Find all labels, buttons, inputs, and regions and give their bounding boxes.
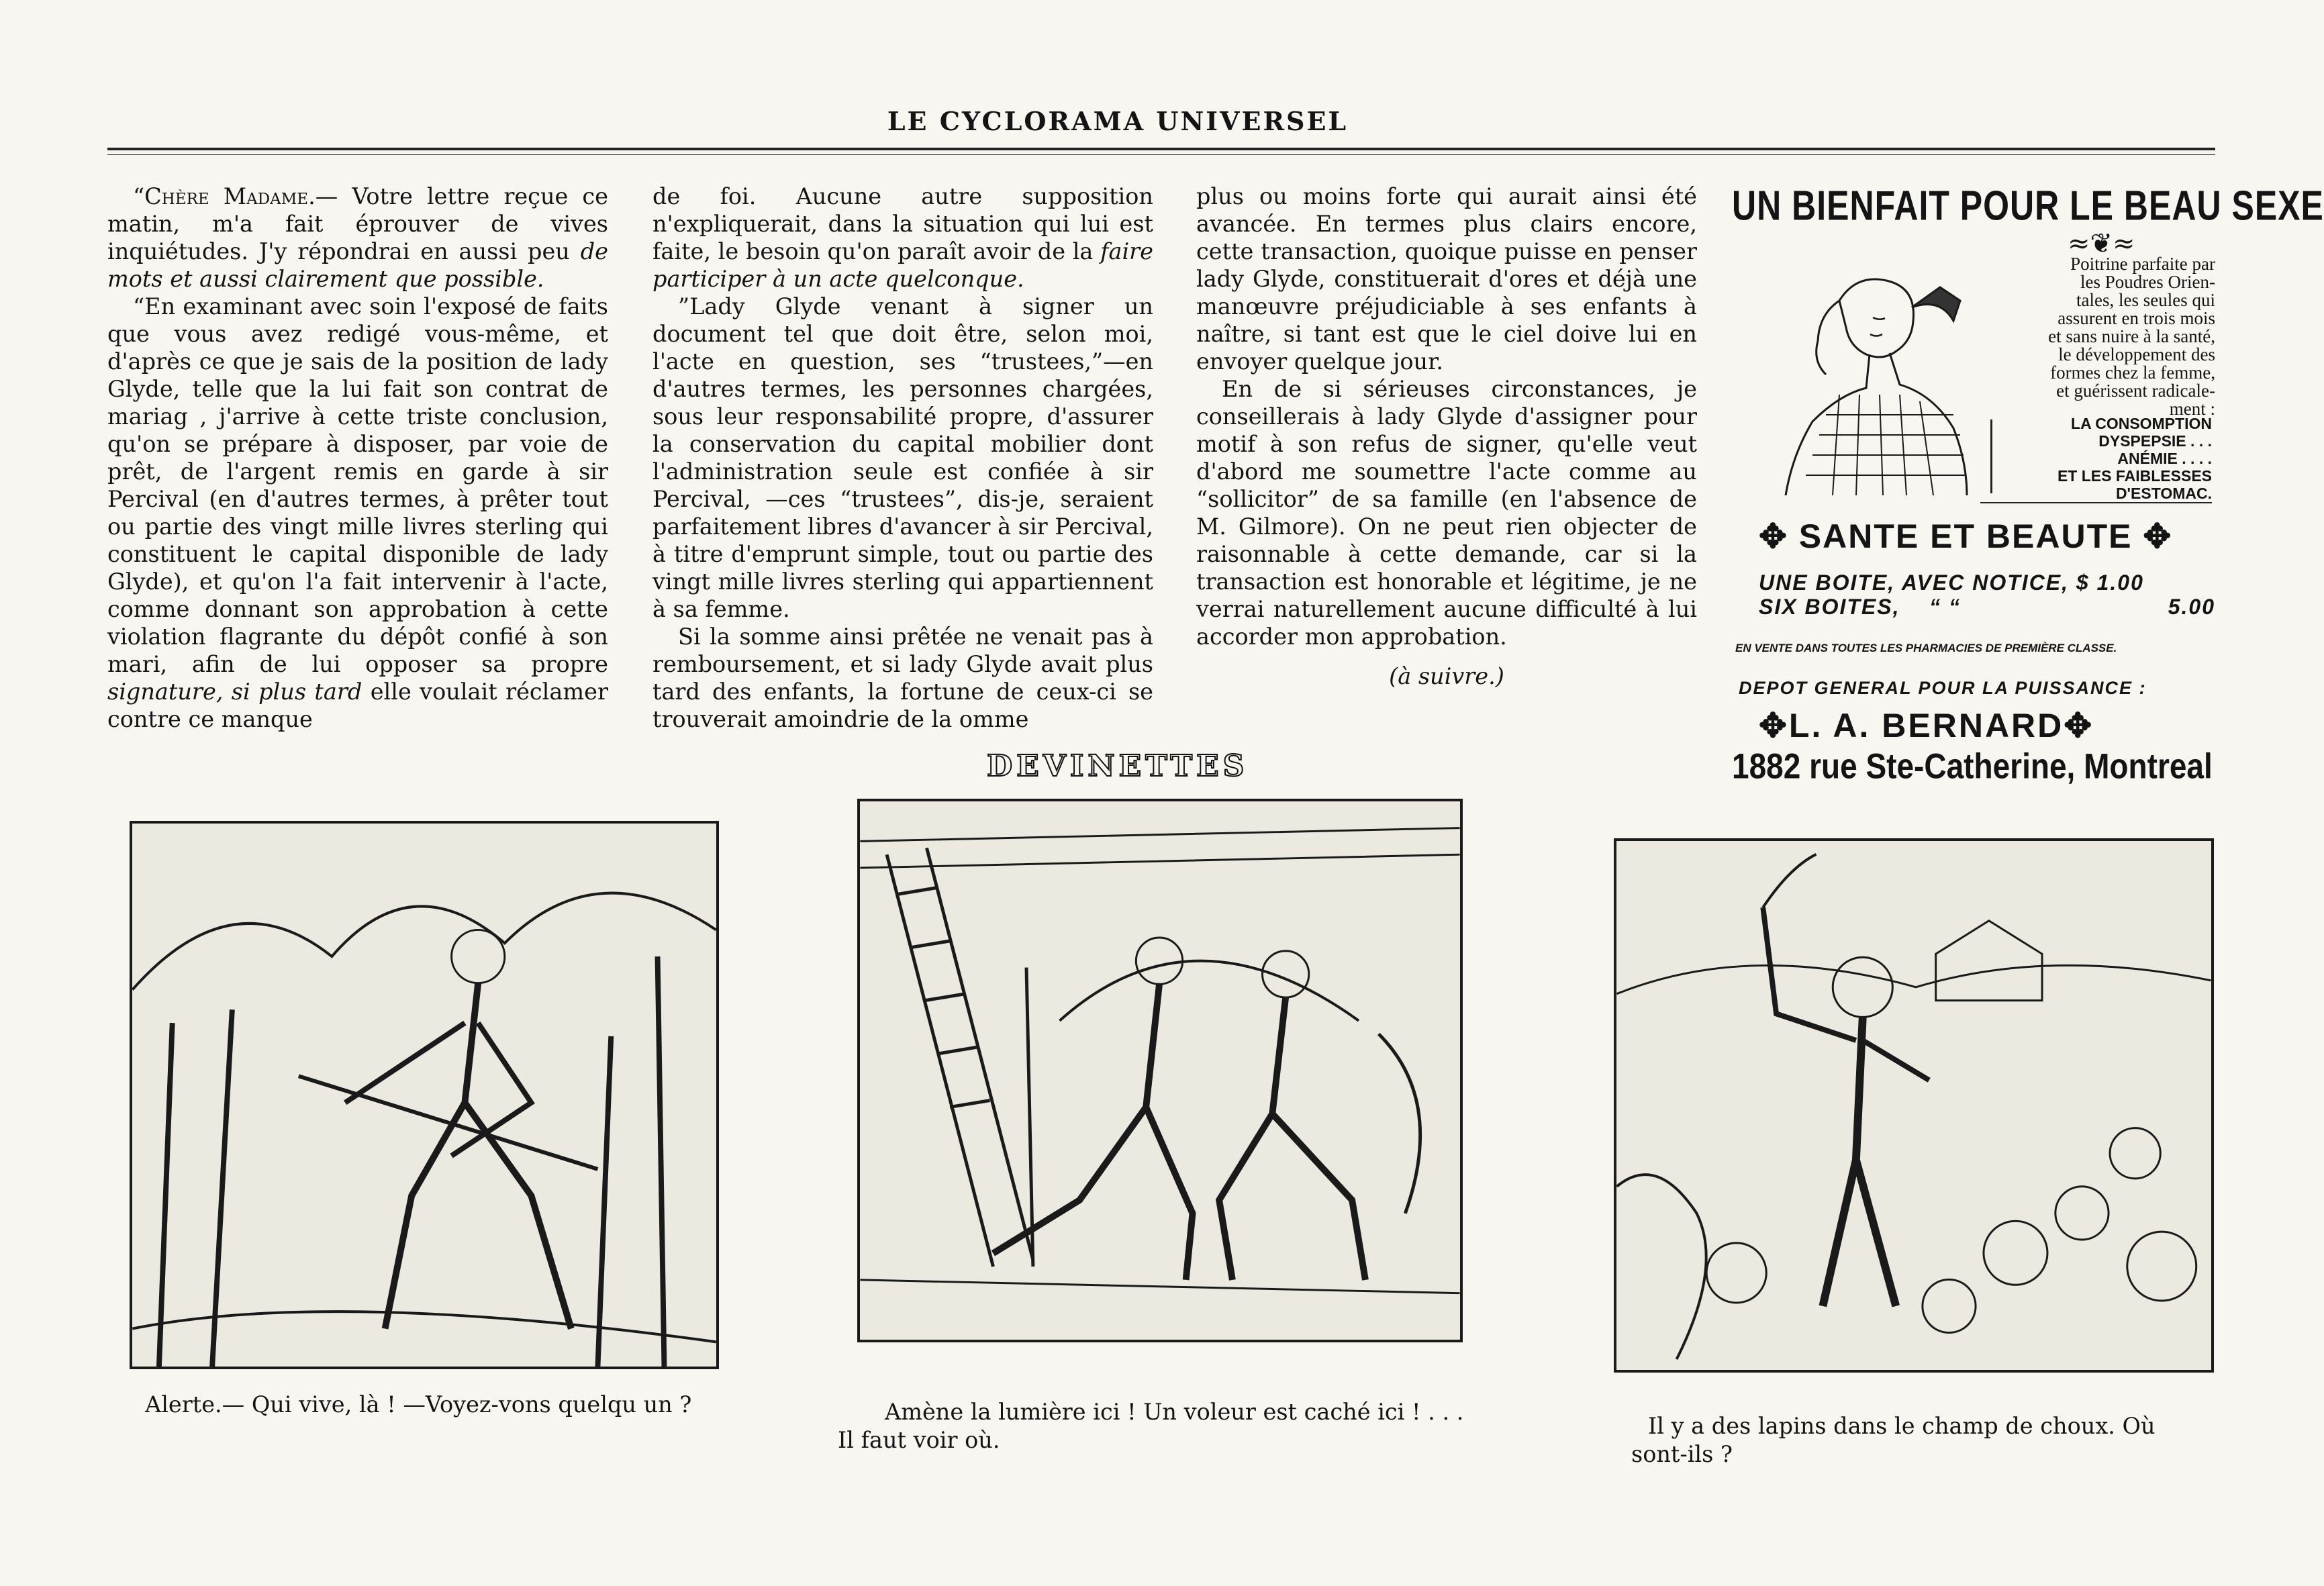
header-rule (107, 148, 2215, 150)
article-column-1 (107, 183, 608, 733)
puzzle-caption-1: Alerte.— Qui vive, là ! —Voyez-vons quelqu un ? (145, 1391, 692, 1418)
paragraph: “En examinant avec soin l'exposé de faits que vous avez redigé vous-même, et d'après ce que je sais de la position de lady Glyde, telle que la lui fait son contrat de mariag , j'arrive à cette triste conclusion, qu'on se prépare à disposer, par voie de prêt, de l'argent remis en garde à sir Percival (en d'autres termes, à prêter tout ou partie des vingt mille livres sterling qui constituent le capital disponible de lady Glyde), et qu'on l'a fait intervenir à l'acte, comme donnant son approbation à cette violation flagrante du dépôt confié à son mari, afin de lui opposer sa propre signature, si plus tard elle voulait réclamer contre ce manque (107, 293, 608, 732)
depot-label: DEPOT GENERAL POUR LA PUISSANCE : (1739, 678, 2147, 698)
puzzle-illustration-1 (130, 821, 719, 1369)
sale-note: EN VENTE DANS TOUTES LES PHARMACIES DE PREMIÈRE CLASSE. (1735, 642, 2117, 654)
ad-description: Poitrine parfaite par les Poudres Orien- tales, les seules qui assurent en trois mois et sans nuire à la santé, le développement des formes chez la femme, et guérissent radicale- ment : (2048, 254, 2215, 419)
salutation: Chère Madame. (144, 183, 316, 209)
puzzle-illustration-2 (857, 799, 1463, 1342)
divider (1980, 502, 2212, 503)
ad-title: UN BIENFAIT POUR LE BEAU SEXE (1732, 182, 2324, 230)
paragraph: ”Lady Glyde venant à signer un document tel que doit être, selon moi, l'acte en question, ses “trustees,”—en d'autres termes, les personnes chargées, sous leur responsabilité propre, d'assurer la conservation du capital mobilier dont l'administration seule est confiée à sir Percival, —ces “trustees”, dis-je, seraient parfaitement libres d'avancer à sir Percival, à titre d'emprunt simple, tout ou partie des vingt mille livres sterling qui appartiennent à sa femme. (652, 293, 1153, 622)
article-column-3 (1196, 183, 1697, 690)
brace (1990, 419, 1999, 493)
article-column-2 (652, 183, 1153, 733)
section-title: DEVINETTES (987, 749, 1249, 783)
woman-portrait-icon (1739, 260, 1980, 502)
price-one: UNE BOITE, AVEC NOTICE, $ 1.00 (1759, 571, 2144, 595)
farmer-cabbage-field-icon (1616, 841, 2211, 1370)
puzzle-caption-2: Amène la lumière ici ! Un voleur est caché ici ! . . . Il faut voir où. (838, 1399, 1464, 1453)
portrait-illustration (1739, 260, 1980, 502)
paragraph: Si la somme ainsi prêtée ne venait pas à remboursement, et si lady Glyde avait plus tard des enfants, la fortune de ceux-ci se trouverait amoindrie de la omme (652, 624, 1153, 732)
ornament: ≈❦≈ (2068, 228, 2135, 259)
ad-ailments: LA CONSOMPTION DYSPEPSIE . . . ANÉMIE . . . . ET LES FAIBLESSES D'ESTOMAC. (2057, 415, 2212, 502)
puzzle-illustration-3 (1614, 838, 2214, 1373)
to-be-continued: (à suivre.) (1389, 663, 1504, 689)
seller-address: 1882 rue Ste-Catherine, Montreal (1732, 746, 2213, 786)
masthead: LE CYCLORAMA UNIVERSEL (887, 106, 1349, 136)
price-six: SIX BOITES, “ “ 5.00 (1759, 595, 2215, 619)
soldier-in-forest-icon (132, 824, 716, 1367)
paragraph: “Chère Madame.— Votre lettre reçue ce matin, m'a fait éprouver de vives inquiétudes. J'y répondrai en aussi peu de mots et aussi clairement que possible. (107, 183, 608, 292)
paragraph: de foi. Aucune autre supposition n'expliquerait, dans la situation qui lui est faite, le besoin qu'on paraît avoir de la faire participer à un acte quelconque. (652, 183, 1154, 292)
paragraph: plus ou moins forte qui aurait ainsi été avancée. En termes plus clairs encore, cette transaction, quoique puisse en penser lady Glyde, constituerait d'ores et déjà une manœuvre préjudiciable à ses enfants à naître, si tant est que le ciel doive lui en envoyer quelque jour. (1196, 183, 1697, 375)
barn-scene-icon (860, 801, 1460, 1340)
puzzle-caption-3: Il y a des lapins dans le champ de choux. Où sont-ils ? (1631, 1413, 2156, 1467)
advertisement (1732, 181, 2324, 786)
ad-slogan: ✥ SANTE ET BEAUTE ✥ (1759, 517, 2173, 555)
seller-name: ✥L. A. BERNARD✥ (1759, 707, 2094, 744)
header-rule-thin (107, 154, 2215, 155)
paragraph: En de si sérieuses circonstances, je conseillerais à lady Glyde d'assigner pour motif à son refus de signer, qu'elle veut d'abord me soumettre l'acte comme au “sollicitor” de sa famille (en l'absence de M. Gilmore). On ne peut rien objecter de raisonnable à cette demande, car si la transaction est honorable et légitime, je ne verrai naturellement aucune difficulté à lui accorder mon approbation. (1196, 376, 1697, 650)
